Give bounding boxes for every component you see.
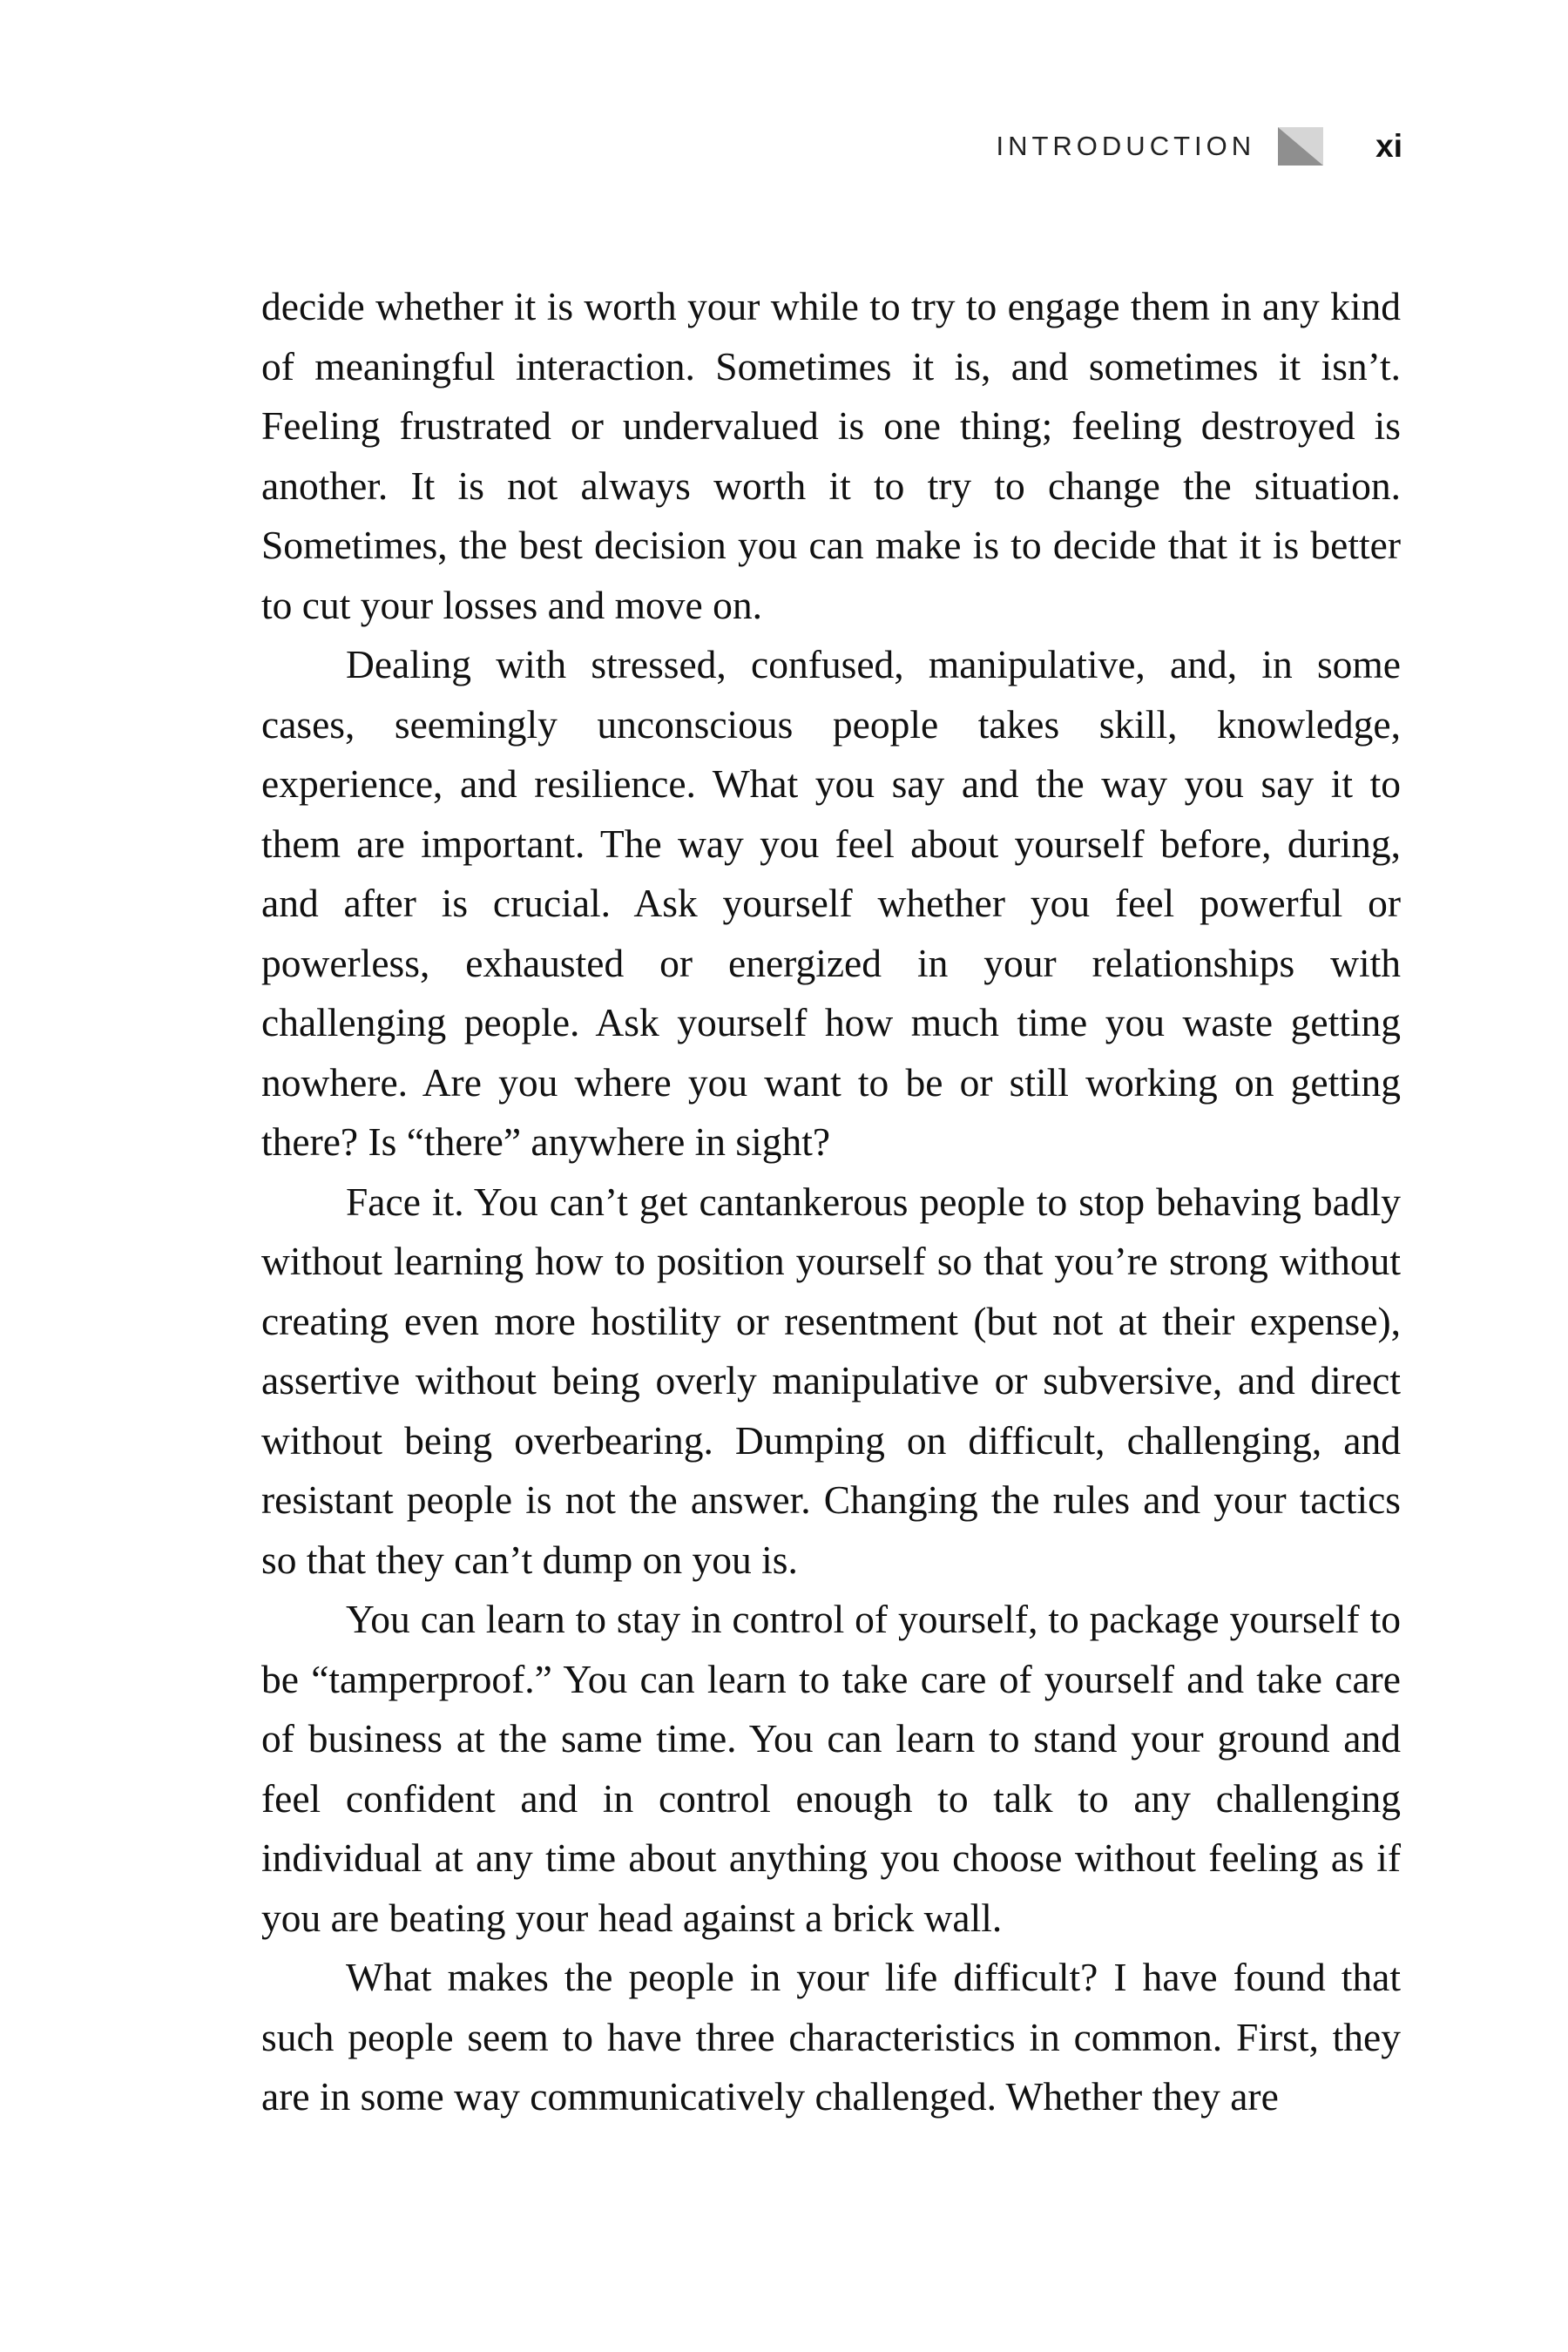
paragraph-4: You can learn to stay in control of yourself, to package yourself to be “tamperproof.” You can learn to take care of yourself and take care of business at the same time. You can learn to stand your ground and feel confident and in control enough to talk to any challenging individual at any time about anything you choose without feeling as if you are beating your head against a brick wall. xyxy=(261,1597,1401,1940)
corner-triangle-icon xyxy=(1278,127,1323,166)
paragraph-2: Dealing with stressed, confused, manipulative, and, in some cases, seemingly unconscious people takes skill, knowledge, experience, and resilience. What you say and the way you say it to them are important. The way you feel about yourself before, during, and after is crucial. Ask yourself whether you feel powerful or powerless, exhausted or energized in your relationships with challenging people. Ask yourself how much time you waste getting nowhere. Are you where you want to be or still working on getting there? Is “there” anywhere in sight? xyxy=(261,642,1401,1164)
paragraph-1: decide whether it is worth your while to try to engage them in any kind of meaningful interaction. Sometimes it is, and sometimes it isn’t. Feeling frustrated or undervalued is one thing; feeling destroyed is another. It is not always worth it to try to change the situation. Sometimes, the best decision you can make is to decide that it is better to cut your losses and move on. xyxy=(261,284,1401,627)
section-title: INTRODUCTION xyxy=(996,131,1256,161)
running-head xyxy=(984,120,1402,172)
body-text xyxy=(261,277,1401,2127)
page-number: xi xyxy=(1375,128,1402,164)
paragraph-3: Face it. You can’t get cantankerous people to stop behaving badly without learning how to position yourself so that you’re strong without creating even more hostility or resentment (but not at their expense), assertive without being overly manipulative or subversive, and direct without being overbearing. Dumping on difficult, challenging, and resistant people is not the answer. Changing the rules and your tactics so that they can’t dump on you is. xyxy=(261,1179,1401,1582)
paragraph-5: What makes the people in your life difficult? I have found that such people seem to have three characteristics in common. First, they are in some way communicatively challenged. Whether they are xyxy=(261,1955,1401,2119)
